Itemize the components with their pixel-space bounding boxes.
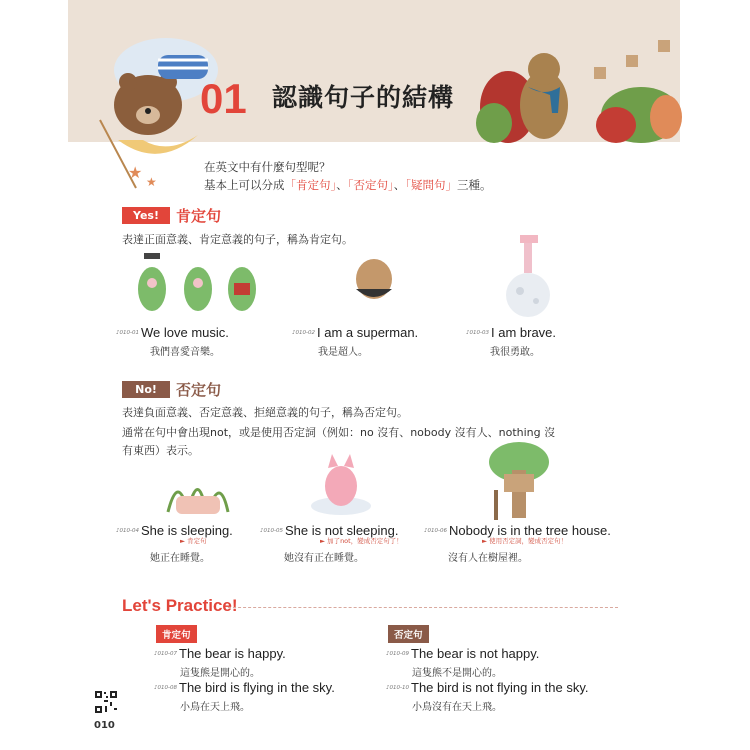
example-english: is in the tree house. — [493, 523, 611, 538]
example-chinese: 這隻熊是開心的。 — [180, 668, 260, 679]
example-english: I am a superman. — [317, 325, 419, 340]
example-note: ► 肯定句 — [180, 537, 207, 545]
practice-right-2 — [386, 677, 589, 713]
affirmative-heading — [122, 205, 221, 226]
practice-divider — [228, 607, 618, 608]
lesson-title: 認識句子的結構 — [272, 83, 455, 112]
negative-title: 否定句 — [176, 381, 222, 399]
example-english: sleeping. — [342, 523, 399, 538]
example-chinese: 我們喜愛音樂。 — [150, 347, 220, 358]
audio-track-label[interactable]: ♪010-08 — [154, 684, 177, 691]
negative-description-3: 有東西）表示。 — [122, 444, 199, 457]
intro-sep: 、 — [336, 178, 348, 192]
audio-track-label[interactable]: ♪010-02 — [292, 329, 315, 336]
intro-prefix: 基本上可以分成 — [204, 178, 285, 192]
example-english: The bear is not happy. — [411, 646, 540, 661]
brave-moon-illustration — [498, 235, 558, 319]
example-english: The bear is happy. — [179, 646, 286, 661]
example-english: We love music. — [141, 325, 229, 340]
intro-line-1: 在英文中有什麼句型呢？ — [204, 160, 331, 174]
yes-tag: Yes! — [122, 207, 170, 224]
intro-text — [204, 158, 492, 194]
example-chinese: 沒有人在樹屋裡。 — [448, 553, 528, 564]
intro-type-negative: 「否定句」 — [347, 178, 394, 192]
intro-type-affirmative: 「肯定句」 — [284, 178, 337, 192]
superman-bear-illustration — [344, 255, 404, 303]
example-chinese: 她正在睡覺。 — [150, 553, 210, 564]
lesson-number: 01 — [200, 75, 247, 122]
negative-description-1: 表達負面意義、否定意義、拒絕意義的句子，稱為否定句。 — [122, 406, 408, 419]
page-number: 010 — [94, 720, 115, 731]
negative-example-3 — [424, 520, 611, 564]
practice-heading: Let's Practice! — [122, 596, 238, 615]
crocodiles-illustration — [130, 253, 270, 319]
audio-track-label[interactable]: ♪010-03 — [466, 329, 489, 336]
audio-track-label[interactable]: ♪010-06 — [424, 527, 447, 534]
example-english: She is — [285, 523, 325, 538]
example-note: ► 加了not，變成否定句了！ — [320, 537, 403, 545]
affirmative-example-2 — [292, 322, 418, 358]
affirmative-example-3 — [466, 322, 556, 358]
audio-track-label[interactable]: ♪010-01 — [116, 329, 139, 336]
negative-heading — [122, 379, 221, 400]
example-note: ► 使用否定詞，變成否定句！ — [482, 537, 568, 545]
audio-track-label[interactable]: ♪010-09 — [386, 650, 409, 657]
audio-track-label[interactable]: ♪010-04 — [116, 527, 139, 534]
practice-negative-tag: 否定句 — [388, 625, 429, 643]
sleeping-plant-illustration — [158, 462, 244, 518]
practice-affirmative-tag: 肯定句 — [156, 625, 197, 643]
book-page — [68, 0, 680, 750]
sleeping-fox-illustration — [308, 452, 374, 516]
example-chinese: 我很勇敢。 — [490, 347, 540, 358]
practice-left-1 — [154, 643, 286, 679]
audio-track-label[interactable]: ♪010-07 — [154, 650, 177, 657]
example-english: The bird is not flying in the sky. — [411, 680, 589, 695]
practice-left-2 — [154, 677, 335, 713]
example-english: The bird is flying in the sky. — [179, 680, 335, 695]
intro-line-2 — [204, 176, 492, 194]
example-chinese: 小鳥在天上飛。 — [180, 702, 250, 713]
example-english: She is sleeping. — [141, 523, 233, 538]
audio-track-label[interactable]: ♪010-05 — [260, 527, 283, 534]
negative-example-2 — [260, 520, 403, 564]
intro-suffix: 三種。 — [457, 178, 492, 192]
practice-right-1 — [386, 643, 539, 679]
example-chinese: 她沒有正在睡覺。 — [284, 553, 364, 564]
qr-code-icon[interactable] — [94, 690, 118, 714]
intro-sep: 、 — [393, 178, 406, 192]
intro-type-question: 「疑問句」 — [405, 178, 457, 192]
example-highlight: not — [324, 523, 343, 538]
svg-text:★: ★ — [146, 175, 157, 189]
no-tag: No! — [122, 381, 170, 398]
example-chinese: 我是超人。 — [318, 347, 368, 358]
example-chinese: 小鳥沒有在天上飛。 — [412, 702, 502, 713]
example-english: I am brave. — [491, 325, 557, 340]
negative-example-1 — [116, 520, 233, 564]
tree-house-illustration — [486, 440, 552, 522]
example-highlight: Nobody — [449, 523, 494, 538]
negative-description-2: 通常在句中會出現not，或是使用否定詞（例如：no 沒有、nobody 沒有人、nothing 沒 — [122, 426, 556, 439]
example-chinese: 這隻熊不是開心的。 — [412, 668, 502, 679]
affirmative-title: 肯定句 — [176, 207, 222, 225]
bear-forest-illustration — [476, 35, 681, 145]
svg-text:★: ★ — [128, 163, 143, 182]
affirmative-description: 表達正面意義、肯定意義的句子，稱為肯定句。 — [122, 233, 353, 246]
affirmative-example-1 — [116, 322, 229, 358]
audio-track-label[interactable]: ♪010-10 — [386, 684, 409, 691]
